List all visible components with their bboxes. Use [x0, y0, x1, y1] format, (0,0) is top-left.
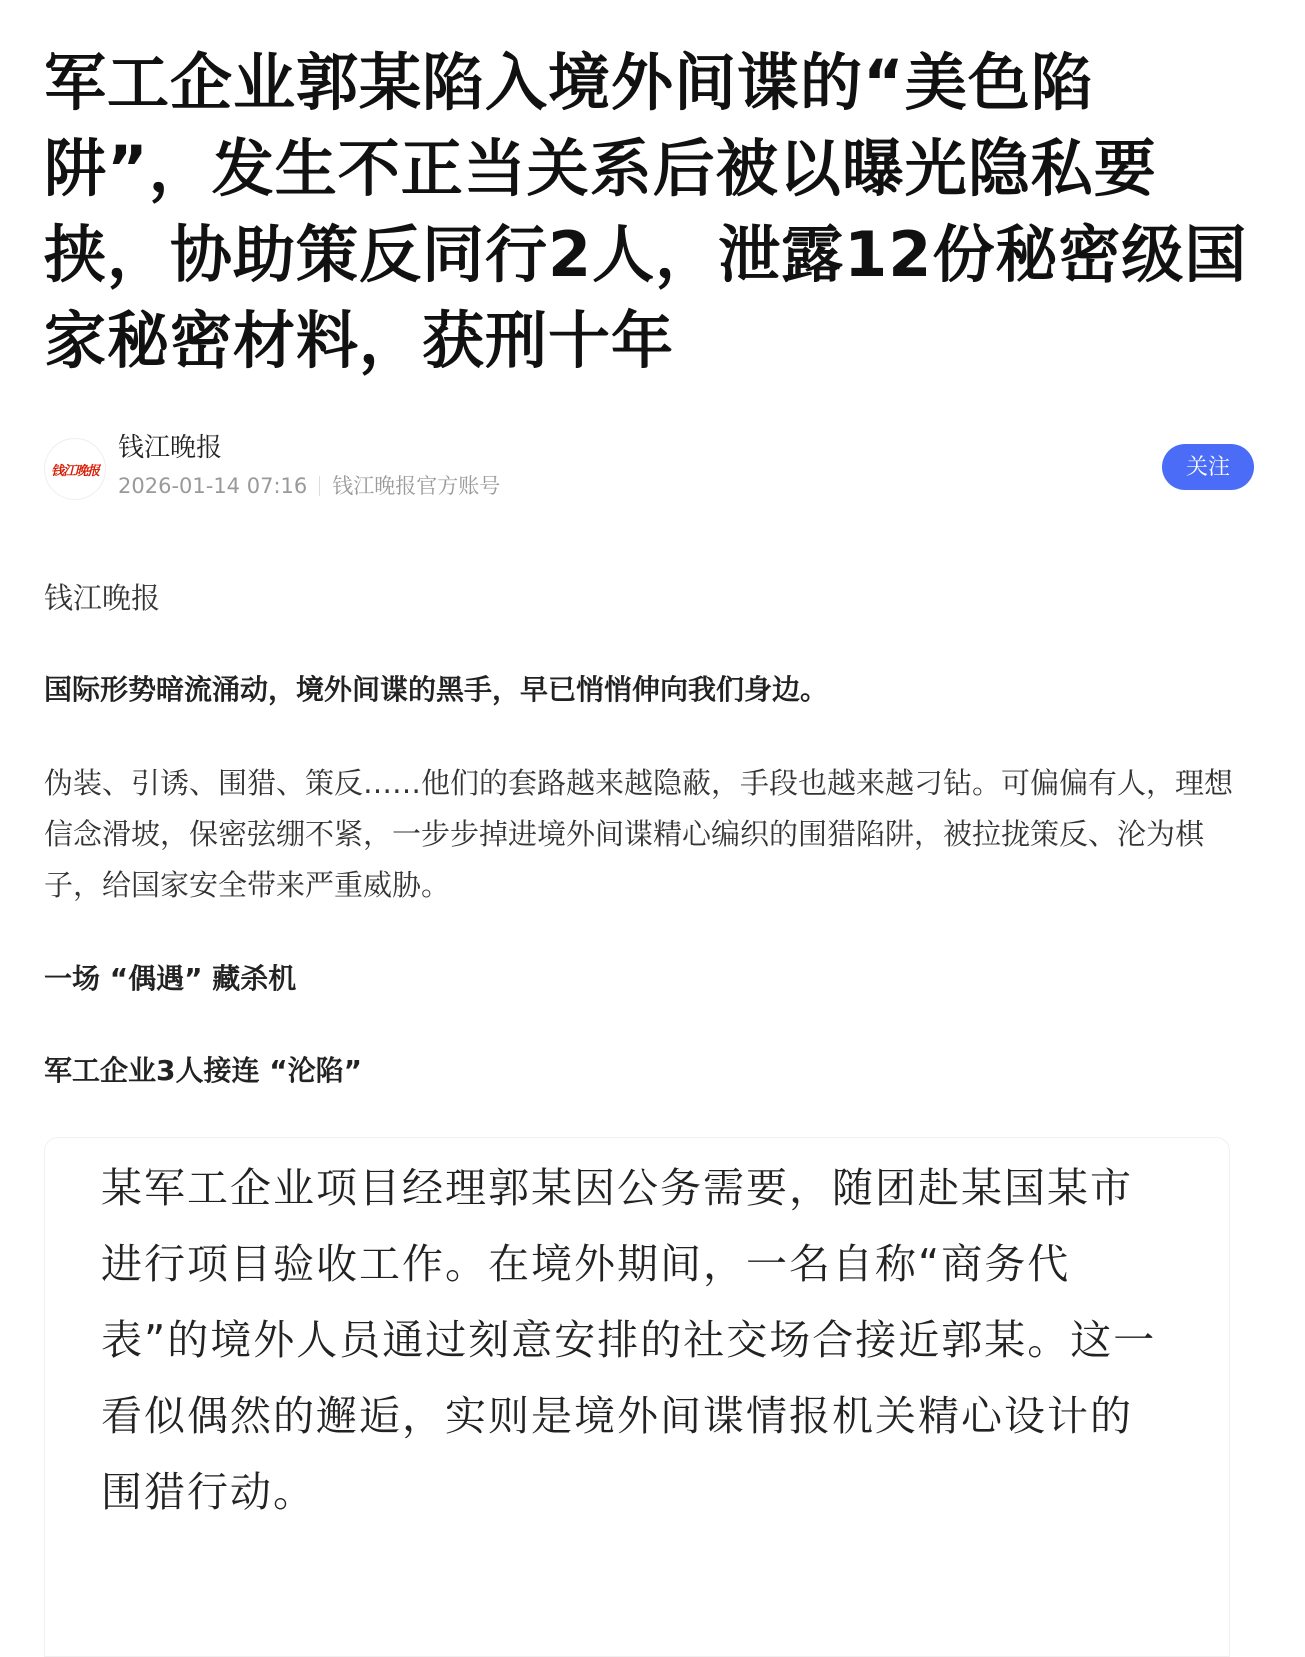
- author-name[interactable]: 钱江晚报: [118, 433, 223, 463]
- body-paragraph: 伪装、引诱、围猎、策反……他们的套路越来越隐蔽，手段也越来越刁钻。可偏偏有人，理想信念滑坡，保密弦绷不紧，一步步掉进境外间谍精心编织的围猎陷阱，被拉拢策反、沦为棋子，给国家安全带来严重威胁。: [44, 766, 1234, 902]
- publish-datetime: 2026-01-14 07:16: [118, 474, 308, 498]
- subheading-2: 军工企业3人接连 “沦陷”: [44, 1054, 363, 1087]
- follow-button[interactable]: 关注: [1162, 444, 1254, 490]
- lead-paragraph: 国际形势暗流涌动，境外间谍的黑手，早已悄悄伸向我们身边。: [44, 673, 829, 706]
- account-label: 钱江晚报官方账号: [332, 474, 501, 498]
- image-text: 某军工企业项目经理郭某因公务需要，随团赴某国某市进行项目验收工作。在境外期间，一名自称“商务代表”的境外人员通过刻意安排的社交场合接近郭某。这一看似偶然的邂逅，实则是境外间谍情报机关精心设计的围猎行动。: [101, 1164, 1157, 1516]
- article: [44, 0, 1254, 1657]
- article-image[interactable]: [44, 1137, 1230, 1657]
- meta-divider: [319, 476, 320, 496]
- author-row: [44, 432, 1254, 506]
- article-meta: [118, 472, 500, 500]
- subheading-1: 一场 “偶遇” 藏杀机: [44, 962, 297, 995]
- article-title: 军工企业郭某陷入境外间谍的“美色陷阱”，发生不正当关系后被以曝光隐私要挟，协助策反同行2人，泄露12份秘密级国家秘密材料，获刑十年: [44, 46, 1248, 377]
- article-source: 钱江晚报: [44, 581, 161, 615]
- publisher-logo[interactable]: 钱江晚报: [44, 438, 106, 500]
